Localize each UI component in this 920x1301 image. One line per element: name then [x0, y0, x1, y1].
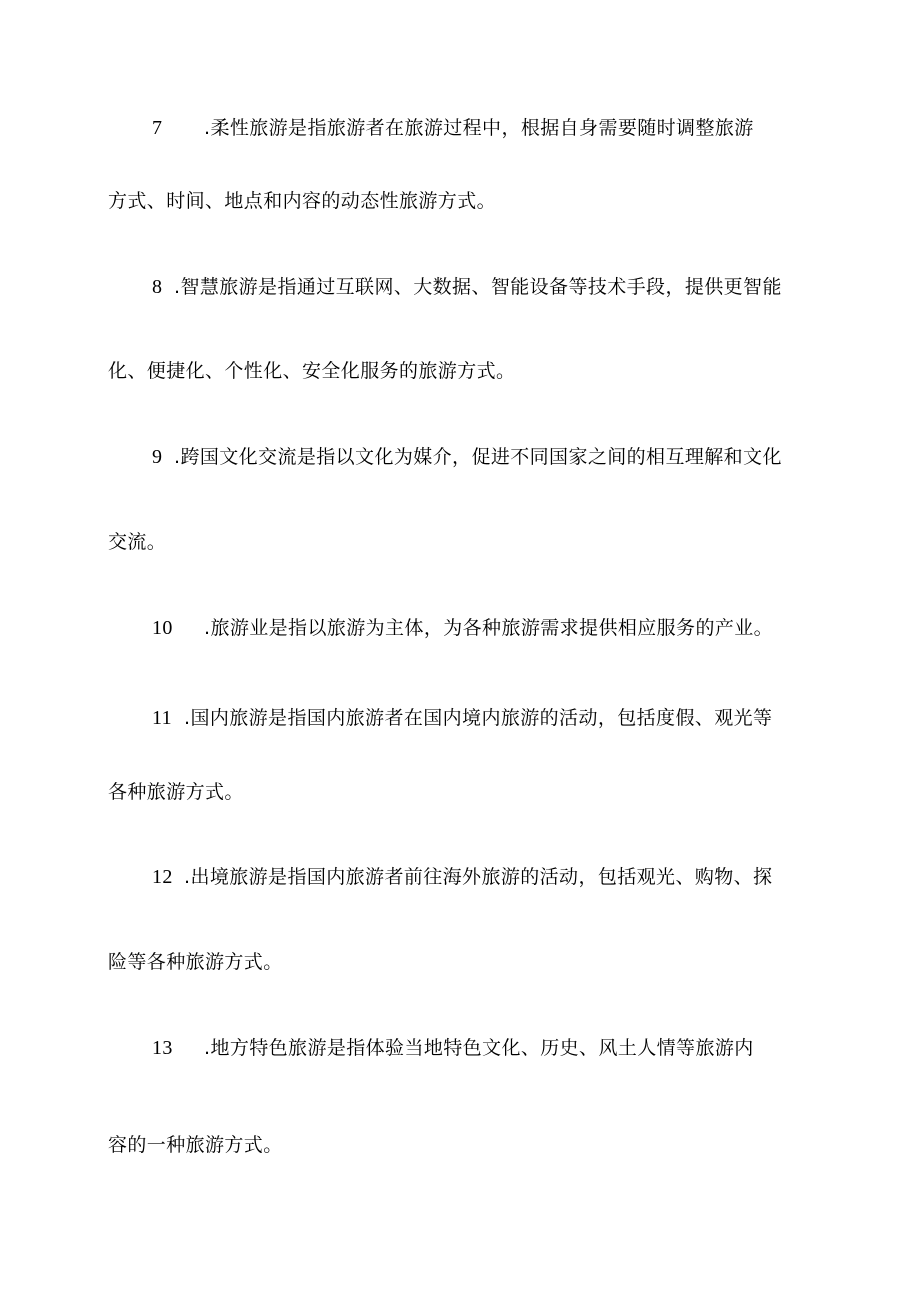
item-7-continuation: 方式、时间、地点和内容的动态性旅游方式。: [108, 190, 497, 212]
item-10-text: .旅游业是指以旅游为主体，为各种旅游需求提供相应服务的产业。: [204, 617, 774, 639]
item-8-first-line: [152, 275, 782, 299]
item-12-text: .出境旅游是指国内旅游者前往海外旅游的活动，包括观光、购物、探: [184, 866, 773, 888]
item-13-continuation: 容的一种旅游方式。: [108, 1134, 283, 1156]
item-13-text: .地方特色旅游是指体验当地特色文化、历史、风土人情等旅游内: [204, 1037, 754, 1059]
item-12-continuation: 险等各种旅游方式。: [108, 951, 283, 973]
item-8-number: 8: [152, 276, 163, 298]
item-9-continuation: 交流。: [108, 531, 167, 553]
item-11-number: 11: [152, 707, 173, 729]
item-7-text: .柔性旅游是指旅游者在旅游过程中，根据自身需要随时调整旅游: [204, 117, 754, 139]
item-10-first-line: [152, 616, 773, 640]
item-12-first-line: [152, 865, 772, 889]
item-11-first-line: [152, 706, 772, 730]
item-10-number: 10: [152, 617, 173, 639]
item-11-text: .国内旅游是指国内旅游者在国内境内旅游的活动，包括度假、观光等: [184, 707, 773, 729]
item-12-number: 12: [152, 866, 173, 888]
item-13-number: 13: [152, 1037, 173, 1059]
item-8-continuation: 化、便捷化、个性化、安全化服务的旅游方式。: [108, 360, 516, 382]
item-9-number: 9: [152, 446, 163, 468]
item-7-first-line: [152, 116, 754, 140]
item-8-text: .智慧旅游是指通过互联网、大数据、智能设备等技术手段，提供更智能: [174, 276, 782, 298]
item-9-first-line: [152, 445, 782, 469]
item-9-text: .跨国文化交流是指以文化为媒介，促进不同国家之间的相互理解和文化: [174, 446, 782, 468]
item-11-continuation: 各种旅游方式。: [108, 781, 244, 803]
item-7-number: 7: [152, 117, 163, 139]
item-13-first-line: [152, 1036, 754, 1060]
